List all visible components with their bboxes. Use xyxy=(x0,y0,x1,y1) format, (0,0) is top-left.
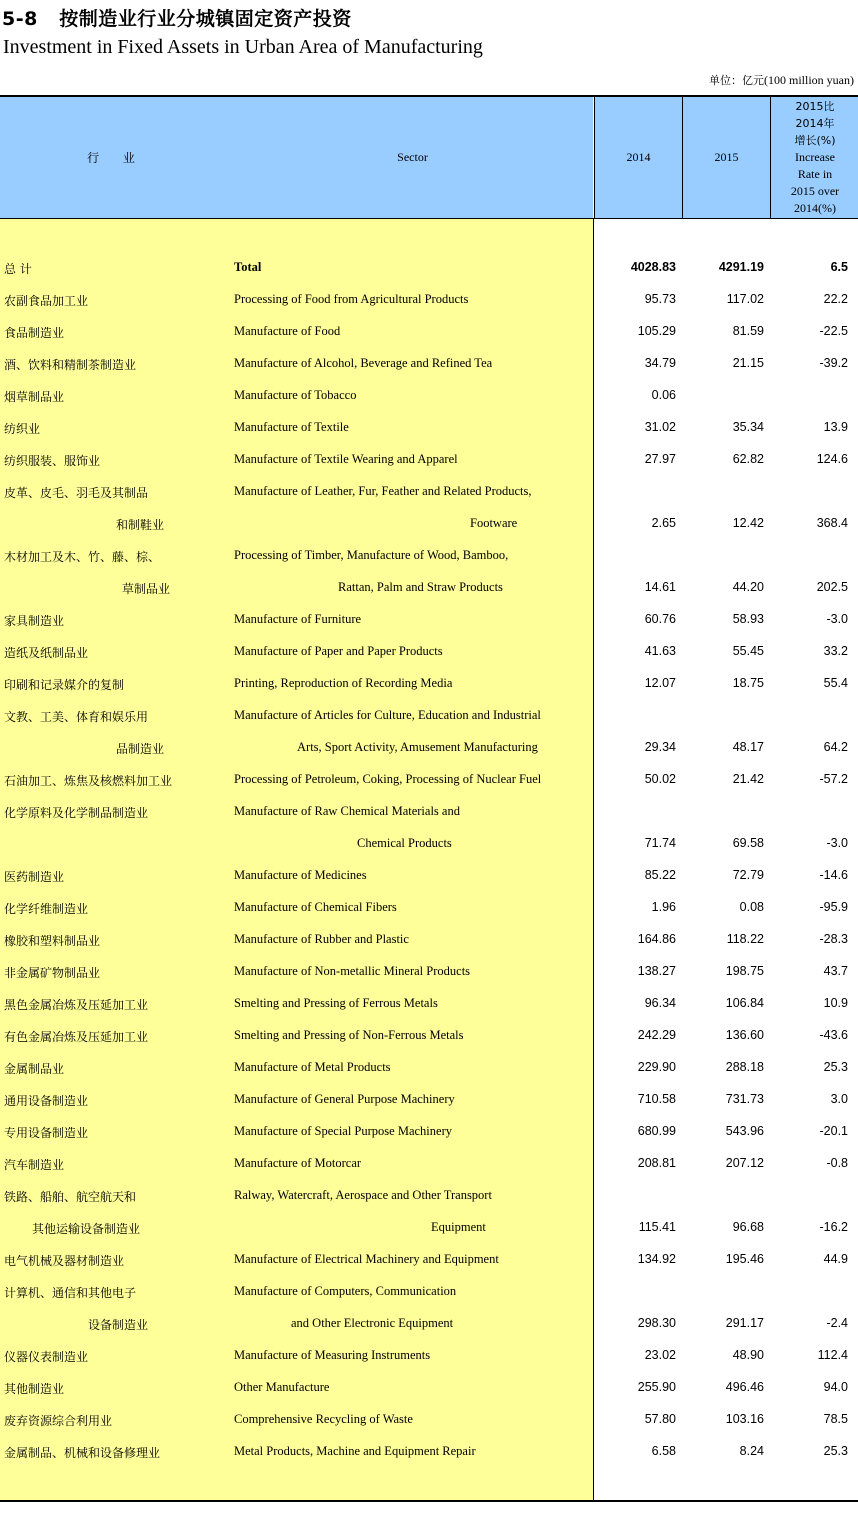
table-row xyxy=(0,987,858,1019)
table-row xyxy=(0,1307,858,1339)
table-row xyxy=(0,859,858,891)
sector-name-en: Manufacture of Textile xyxy=(234,420,349,434)
increase-rate: -16.2 xyxy=(819,1220,848,1234)
table-row xyxy=(0,1339,858,1371)
header-rate-line: 2014(%) xyxy=(794,201,836,215)
sector-name-en: and Other Electronic Equipment xyxy=(291,1316,454,1330)
value-2015: 731.73 xyxy=(725,1092,764,1106)
value-2014: 680.99 xyxy=(637,1124,676,1138)
value-2015: 48.90 xyxy=(732,1348,764,1362)
sector-name-en: Equipment xyxy=(431,1220,486,1234)
increase-rate: 13.9 xyxy=(823,420,848,434)
header-2015: 2015 xyxy=(682,97,770,218)
table-row xyxy=(0,827,858,859)
title-cn-text: 按制造业行业分城镇固定资产投资 xyxy=(59,8,352,30)
table-row xyxy=(0,1019,858,1051)
table-row xyxy=(0,283,858,315)
page-title-en: Investment in Fixed Assets in Urban Area of Manufacturing xyxy=(3,36,483,58)
sector-name-cn: 化学原料及化学制品制造业 xyxy=(4,806,149,820)
table-row xyxy=(0,1115,858,1147)
value-2014: 23.02 xyxy=(644,1348,676,1362)
table-row xyxy=(0,251,858,283)
sector-name-cn: 造纸及纸制品业 xyxy=(4,646,89,660)
table-row xyxy=(0,1083,858,1115)
sector-name-en: Manufacture of Medicines xyxy=(234,868,367,882)
sector-name-en: Manufacture of Metal Products xyxy=(234,1060,391,1074)
value-2015: 195.46 xyxy=(725,1252,764,1266)
value-2015: 55.45 xyxy=(732,644,764,658)
table-row xyxy=(0,379,858,411)
value-2014: 115.41 xyxy=(638,1220,676,1234)
header-rate-line: Increase xyxy=(795,150,835,164)
value-2014: 710.58 xyxy=(637,1092,676,1106)
sector-name-en: Manufacture of Electrical Machinery and Equipment xyxy=(234,1252,499,1266)
header-rate-line: 增长(%) xyxy=(794,134,836,147)
value-2015: 106.84 xyxy=(725,996,764,1010)
value-2015: 543.96 xyxy=(725,1124,764,1138)
sector-name-en: Manufacture of Measuring Instruments xyxy=(234,1348,431,1362)
sector-name-en: Manufacture of Textile Wearing and Apparel xyxy=(234,452,458,466)
sector-name-en: Processing of Timber, Manufacture of Wood, Bamboo, xyxy=(234,548,509,562)
sector-name-cn: 草制品业 xyxy=(122,582,171,596)
sector-name-en: Ralway, Watercraft, Aerospace and Other Transport xyxy=(234,1188,492,1202)
value-2014: 134.92 xyxy=(637,1252,676,1266)
value-2014: 255.90 xyxy=(637,1380,676,1394)
sector-name-en: Manufacture of Motorcar xyxy=(234,1156,362,1170)
increase-rate: -39.2 xyxy=(819,356,848,370)
value-2014: 95.73 xyxy=(644,292,676,306)
page-title-cn xyxy=(2,4,352,31)
sector-name-cn: 纺织业 xyxy=(4,422,41,436)
header-rate-line: 2015比 xyxy=(795,100,835,113)
sector-name-en: Manufacture of Chemical Fibers xyxy=(234,900,397,914)
value-2015: 72.79 xyxy=(732,868,764,882)
value-2014: 298.30 xyxy=(637,1316,676,1330)
sector-name-cn: 皮革、皮毛、羽毛及其制品 xyxy=(4,486,149,500)
header-rate-line: Rate in xyxy=(797,167,833,181)
increase-rate: 202.5 xyxy=(816,580,848,594)
increase-rate: 368.4 xyxy=(816,516,848,530)
value-2015: 69.58 xyxy=(732,836,764,850)
header-2014: 2014 xyxy=(594,97,682,218)
sector-name-cn: 医药制造业 xyxy=(4,870,65,884)
table-row xyxy=(0,763,858,795)
table-row xyxy=(0,1179,858,1211)
table-row xyxy=(0,507,858,539)
sector-name-cn: 废弃资源综合利用业 xyxy=(4,1414,113,1428)
value-2014: 57.80 xyxy=(644,1412,676,1426)
value-2015: 496.46 xyxy=(725,1380,764,1394)
sector-name-cn: 电气机械及器材制造业 xyxy=(4,1254,125,1268)
sector-name-cn: 农副食品加工业 xyxy=(4,294,89,308)
sector-name-en: Footware xyxy=(470,516,518,530)
sector-name-en: Total xyxy=(234,260,262,274)
table-row xyxy=(0,539,858,571)
value-2014: 41.63 xyxy=(644,644,676,658)
value-2014: 0.06 xyxy=(651,388,676,402)
table-row xyxy=(0,411,858,443)
sector-name-cn: 有色金属冶炼及压延加工业 xyxy=(4,1030,149,1044)
sector-name-en: Manufacture of Non-metallic Mineral Products xyxy=(234,964,471,978)
value-2014: 229.90 xyxy=(637,1060,676,1074)
increase-rate: -14.6 xyxy=(819,868,848,882)
sector-name-en: Chemical Products xyxy=(357,836,452,850)
table-row xyxy=(0,1403,858,1435)
value-2015: 118.22 xyxy=(726,932,764,946)
sector-name-en: Manufacture of Furniture xyxy=(234,612,362,626)
increase-rate: 112.4 xyxy=(817,1348,848,1362)
table-body xyxy=(0,219,858,1500)
increase-rate: -28.3 xyxy=(819,932,848,946)
table-row xyxy=(0,699,858,731)
sector-name-en: Manufacture of General Purpose Machinery xyxy=(234,1092,455,1106)
table-row xyxy=(0,635,858,667)
sector-name-cn: 铁路、船舶、航空航天和 xyxy=(4,1190,137,1204)
increase-rate: -57.2 xyxy=(819,772,848,786)
increase-rate: -3.0 xyxy=(826,836,848,850)
sector-name-en: Manufacture of Leather, Fur, Feather and Related Products, xyxy=(234,484,532,498)
table-row xyxy=(0,315,858,347)
value-2014: 29.34 xyxy=(644,740,676,754)
value-2015: 291.17 xyxy=(725,1316,764,1330)
sector-name-en: Manufacture of Tobacco xyxy=(234,388,357,402)
sector-name-en: Manufacture of Food xyxy=(234,324,341,338)
sector-name-cn: 专用设备制造业 xyxy=(4,1126,89,1140)
increase-rate: 78.5 xyxy=(823,1412,848,1426)
sector-name-en: Metal Products, Machine and Equipment Repair xyxy=(234,1444,476,1458)
table-row xyxy=(0,603,858,635)
sector-name-cn: 和制鞋业 xyxy=(116,518,165,532)
value-2015: 207.12 xyxy=(725,1156,764,1170)
increase-rate: 6.5 xyxy=(830,260,848,274)
table-row xyxy=(0,475,858,507)
value-2015: 12.42 xyxy=(732,516,764,530)
sector-name-cn: 化学纤维制造业 xyxy=(4,902,89,916)
sector-name-cn: 总 计 xyxy=(4,262,32,276)
sector-name-cn: 金属制品业 xyxy=(4,1062,65,1076)
sector-name-cn: 设备制造业 xyxy=(88,1318,149,1332)
unit-cn: 单位：亿元 xyxy=(709,74,764,87)
increase-rate: -95.9 xyxy=(819,900,848,914)
value-2015: 48.17 xyxy=(732,740,764,754)
header-increase-rate xyxy=(770,97,858,218)
increase-rate: -20.1 xyxy=(819,1124,848,1138)
value-2015: 136.60 xyxy=(725,1028,764,1042)
sector-name-cn: 汽车制造业 xyxy=(4,1158,65,1172)
value-2015: 18.75 xyxy=(732,676,764,690)
sector-name-en: Printing, Reproduction of Recording Media xyxy=(234,676,453,690)
table-row xyxy=(0,667,858,699)
value-2015: 117.02 xyxy=(726,292,764,306)
sector-name-cn: 其他运输设备制造业 xyxy=(32,1222,141,1236)
sector-name-cn: 酒、饮料和精制茶制造业 xyxy=(4,358,137,372)
value-2014: 4028.83 xyxy=(630,260,676,274)
sector-name-cn: 橡胶和塑料制品业 xyxy=(4,934,101,948)
value-2015: 288.18 xyxy=(725,1060,764,1074)
sector-name-cn: 黑色金属冶炼及压延加工业 xyxy=(4,998,149,1012)
sector-name-en: Other Manufacture xyxy=(234,1380,330,1394)
sector-name-en: Manufacture of Paper and Paper Products xyxy=(234,644,443,658)
sector-name-cn: 家具制造业 xyxy=(4,614,65,628)
value-2015: 21.42 xyxy=(732,772,764,786)
sector-name-en: Comprehensive Recycling of Waste xyxy=(234,1412,413,1426)
increase-rate: 44.9 xyxy=(823,1252,848,1266)
value-2014: 27.97 xyxy=(644,452,676,466)
table-row xyxy=(0,1051,858,1083)
increase-rate: -43.6 xyxy=(819,1028,848,1042)
increase-rate: 64.2 xyxy=(823,740,848,754)
sector-name-en: Smelting and Pressing of Ferrous Metals xyxy=(234,996,438,1010)
sector-name-cn: 石油加工、炼焦及核燃料加工业 xyxy=(4,774,173,788)
sector-name-cn: 木材加工及木、竹、藤、棕、 xyxy=(4,550,161,564)
table-number: 5-8 xyxy=(2,8,38,30)
sector-name-cn: 非金属矿物制品业 xyxy=(4,966,101,980)
table-row xyxy=(0,1147,858,1179)
sector-name-en: Arts, Sport Activity, Amusement Manufacturing xyxy=(297,740,538,754)
table-row xyxy=(0,1275,858,1307)
unit-note xyxy=(709,72,854,88)
value-2015: 21.15 xyxy=(732,356,764,370)
sector-name-en: Smelting and Pressing of Non-Ferrous Metals xyxy=(234,1028,464,1042)
value-2015: 0.08 xyxy=(739,900,764,914)
increase-rate: 25.3 xyxy=(823,1444,848,1458)
value-2014: 208.81 xyxy=(637,1156,676,1170)
unit-en: (100 million yuan) xyxy=(764,73,854,87)
sector-name-en: Manufacture of Alcohol, Beverage and Refined Tea xyxy=(234,356,493,370)
sector-name-en: Manufacture of Rubber and Plastic xyxy=(234,932,409,946)
value-2014: 242.29 xyxy=(637,1028,676,1042)
value-2015: 44.20 xyxy=(732,580,764,594)
header-sector-cn: 行 业 xyxy=(0,97,232,218)
table-row xyxy=(0,443,858,475)
sector-name-en: Manufacture of Computers, Communication xyxy=(234,1284,457,1298)
increase-rate: 3.0 xyxy=(830,1092,848,1106)
value-2014: 6.58 xyxy=(651,1444,676,1458)
sector-name-cn: 文教、工美、体育和娱乐用 xyxy=(4,710,149,724)
table-header xyxy=(0,97,858,219)
data-table xyxy=(0,95,858,1502)
sector-name-cn: 品制造业 xyxy=(116,742,165,756)
increase-rate: 124.6 xyxy=(816,452,848,466)
value-2015: 103.16 xyxy=(725,1412,764,1426)
table-row xyxy=(0,795,858,827)
increase-rate: 22.2 xyxy=(823,292,848,306)
value-2014: 71.74 xyxy=(644,836,676,850)
sector-name-cn: 其他制造业 xyxy=(4,1382,65,1396)
value-2015: 81.59 xyxy=(732,324,764,338)
increase-rate: 10.9 xyxy=(823,996,848,1010)
increase-rate: -0.8 xyxy=(826,1156,848,1170)
value-2014: 1.96 xyxy=(651,900,676,914)
sector-name-en: Processing of Food from Agricultural Products xyxy=(234,292,469,306)
sector-name-en: Processing of Petroleum, Coking, Processing of Nuclear Fuel xyxy=(234,772,542,786)
sector-name-cn: 食品制造业 xyxy=(4,326,65,340)
value-2014: 96.34 xyxy=(644,996,676,1010)
sector-name-cn: 通用设备制造业 xyxy=(4,1094,89,1108)
value-2015: 96.68 xyxy=(732,1220,764,1234)
increase-rate: 33.2 xyxy=(823,644,848,658)
value-2015: 8.24 xyxy=(739,1444,764,1458)
value-2014: 105.29 xyxy=(637,324,676,338)
table-row xyxy=(0,1211,858,1243)
sector-name-cn: 烟草制品业 xyxy=(4,390,65,404)
table-row xyxy=(0,1243,858,1275)
value-2015: 62.82 xyxy=(732,452,764,466)
sector-name-en: Manufacture of Articles for Culture, Education and Industrial xyxy=(234,708,541,722)
sector-name-cn: 计算机、通信和其他电子 xyxy=(4,1286,137,1300)
value-2014: 60.76 xyxy=(644,612,676,626)
table-row xyxy=(0,923,858,955)
increase-rate: 25.3 xyxy=(823,1060,848,1074)
value-2014: 2.65 xyxy=(651,516,676,530)
increase-rate: -2.4 xyxy=(826,1316,848,1330)
value-2015: 58.93 xyxy=(732,612,764,626)
value-2014: 85.22 xyxy=(644,868,676,882)
value-2014: 50.02 xyxy=(644,772,676,786)
value-2014: 31.02 xyxy=(644,420,676,434)
increase-rate: 43.7 xyxy=(823,964,848,978)
header-sector-en: Sector xyxy=(232,97,593,218)
sector-name-cn: 金属制品、机械和设备修理业 xyxy=(4,1446,161,1460)
value-2014: 34.79 xyxy=(644,356,676,370)
sector-name-cn: 纺织服装、服饰业 xyxy=(4,454,101,468)
table-row xyxy=(0,571,858,603)
value-2015: 198.75 xyxy=(725,964,764,978)
table-row xyxy=(0,731,858,763)
table-row xyxy=(0,1435,858,1467)
value-2015: 35.34 xyxy=(732,420,764,434)
value-2014: 14.61 xyxy=(644,580,676,594)
header-rate-line: 2014年 xyxy=(795,117,835,130)
increase-rate: 55.4 xyxy=(823,676,848,690)
table-row xyxy=(0,1371,858,1403)
increase-rate: -3.0 xyxy=(826,612,848,626)
sector-name-cn: 仪器仪表制造业 xyxy=(4,1350,89,1364)
sector-name-en: Rattan, Palm and Straw Products xyxy=(338,580,503,594)
sector-name-cn: 印刷和记录媒介的复制 xyxy=(4,678,125,692)
value-2015: 4291.19 xyxy=(718,260,764,274)
increase-rate: 94.0 xyxy=(823,1380,848,1394)
sector-name-en: Manufacture of Raw Chemical Materials and xyxy=(234,804,460,818)
value-2014: 164.86 xyxy=(637,932,676,946)
value-2014: 12.07 xyxy=(644,676,676,690)
sector-name-en: Manufacture of Special Purpose Machinery xyxy=(234,1124,452,1138)
increase-rate: -22.5 xyxy=(819,324,848,338)
table-row xyxy=(0,347,858,379)
table-row xyxy=(0,891,858,923)
value-2014: 138.27 xyxy=(637,964,676,978)
table-row xyxy=(0,955,858,987)
header-rate-line: 2015 over xyxy=(790,184,840,198)
